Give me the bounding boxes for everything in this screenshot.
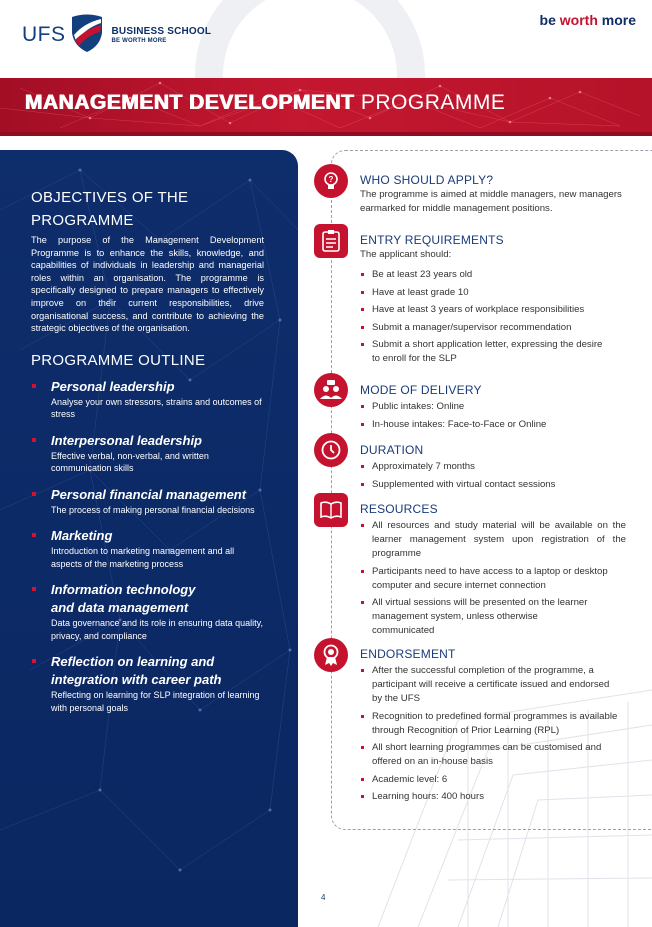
decorative-circle (195, 0, 425, 78)
logo-school-name: BUSINESS SCHOOL (111, 26, 212, 37)
shield-logo-icon (70, 13, 104, 58)
list-item: All resources and study material will be available on the learner management system upon registration of the programme (360, 519, 626, 561)
left-panel (0, 150, 298, 927)
list-item: Approximately 7 months (360, 460, 640, 474)
list-item: All short learning programmes can be customised and offered on an in-house basis (360, 741, 630, 769)
endorsement-list (360, 664, 630, 804)
duration-section (360, 442, 640, 495)
entry-intro: The applicant should: (360, 249, 452, 260)
outline-title: PROGRAMME OUTLINE (31, 351, 206, 369)
outline-item: Personal leadership Analyse your own stressors, strains and outcomes of stress (31, 378, 264, 421)
list-item: Public intakes: Online (360, 400, 640, 414)
outline-item: Information technology and data management Data governance and its role in ensuring data quality, privacy, and compliance (31, 581, 264, 642)
svg-text:?: ? (328, 175, 334, 184)
brand-tagline: be worth more (539, 12, 636, 28)
page-header (0, 0, 652, 78)
outline-item: Marketing Introduction to marketing management and all aspects of the marketing process (31, 527, 264, 570)
who-section (360, 172, 640, 216)
list-item: Recognition to predefined formal programmes is available through Recognition of Prior Learning (RPL) (360, 710, 630, 738)
list-item: Participants need to have access to a laptop or desktop computer and secure internet connection (360, 565, 610, 593)
logo-tagline: BE WORTH MORE (111, 38, 167, 44)
entry-list (360, 268, 640, 366)
endorsement-title: ENDORSEMENT (360, 647, 456, 661)
list-item: Submit a manager/supervisor recommendation (360, 321, 640, 335)
list-item: Submit a short application letter, expressing the desire to enroll for the SLP (360, 338, 610, 366)
ufs-logo (22, 12, 211, 58)
objectives-body: The purpose of the Management Development Programme is to enhance the skills, knowledge, and capabilities of individuals in leadership and managerial roles within an organisation. The programme is specifically designed to prepare managers to effectively improve on their current responsibilities, drive organisational success, and contribute to achieving the strategic objectives of the organisation. (31, 235, 264, 334)
page-number: 4 (321, 893, 326, 902)
bullet-icon (32, 587, 36, 591)
list-item: All virtual sessions will be presented on the learner management system, unless otherwise communicated (360, 596, 596, 638)
entry-title: ENTRY REQUIREMENTS (360, 233, 504, 247)
bullet-icon (32, 533, 36, 537)
banner-underline (0, 132, 652, 136)
outline-item: Personal financial management The process of making personal financial decisions (31, 486, 264, 517)
bullet-icon (32, 384, 36, 388)
list-item: Supplemented with virtual contact sessions (360, 478, 640, 492)
open-book-icon (314, 493, 348, 527)
resources-section (360, 501, 640, 642)
award-ribbon-icon (314, 638, 348, 672)
who-title: WHO SHOULD APPLY? (360, 173, 494, 187)
outline-list (31, 378, 264, 715)
people-chat-icon (314, 373, 348, 407)
list-item: Have at least grade 10 (360, 286, 640, 300)
bullet-icon (32, 492, 36, 496)
delivery-title: MODE OF DELIVERY (360, 383, 482, 397)
delivery-list (360, 400, 640, 432)
logo-ufs-text: UFS (22, 23, 66, 46)
outline-item: Reflection on learning and integration with career path Reflecting on learning for SLP integration of learning with personal goals (31, 653, 264, 714)
list-item: After the successful completion of the programme, a participant will receive a certificate issued and endorsed by the UFS (360, 664, 620, 706)
resources-list (360, 519, 626, 638)
resources-title: RESOURCES (360, 502, 438, 516)
outline-item: Interpersonal leadership Effective verbal, non-verbal, and written communication skills (31, 432, 264, 475)
lightbulb-question-icon (314, 164, 348, 198)
bullet-icon (32, 659, 36, 663)
objectives-title: OBJECTIVES OF THE PROGRAMME (31, 189, 189, 229)
who-body: The programme is aimed at middle managers, new managers earmarked for middle management positions. (360, 189, 622, 214)
entry-section (360, 232, 640, 370)
clipboard-checklist-icon (314, 224, 348, 258)
bullet-icon (32, 438, 36, 442)
delivery-section (360, 382, 640, 435)
list-item: Learning hours: 400 hours (360, 790, 630, 804)
title-banner (0, 78, 652, 132)
list-item: In-house intakes: Face-to-Face or Online (360, 418, 640, 432)
duration-title: DURATION (360, 443, 424, 457)
endorsement-section (360, 646, 640, 808)
page-title: MANAGEMENT DEVELOPMENT PROGRAMME (25, 91, 506, 114)
duration-list (360, 460, 640, 492)
clock-icon (314, 433, 348, 467)
list-item: Be at least 23 years old (360, 268, 640, 282)
list-item: Have at least 3 years of workplace responsibilities (360, 303, 640, 317)
list-item: Academic level: 6 (360, 773, 630, 787)
